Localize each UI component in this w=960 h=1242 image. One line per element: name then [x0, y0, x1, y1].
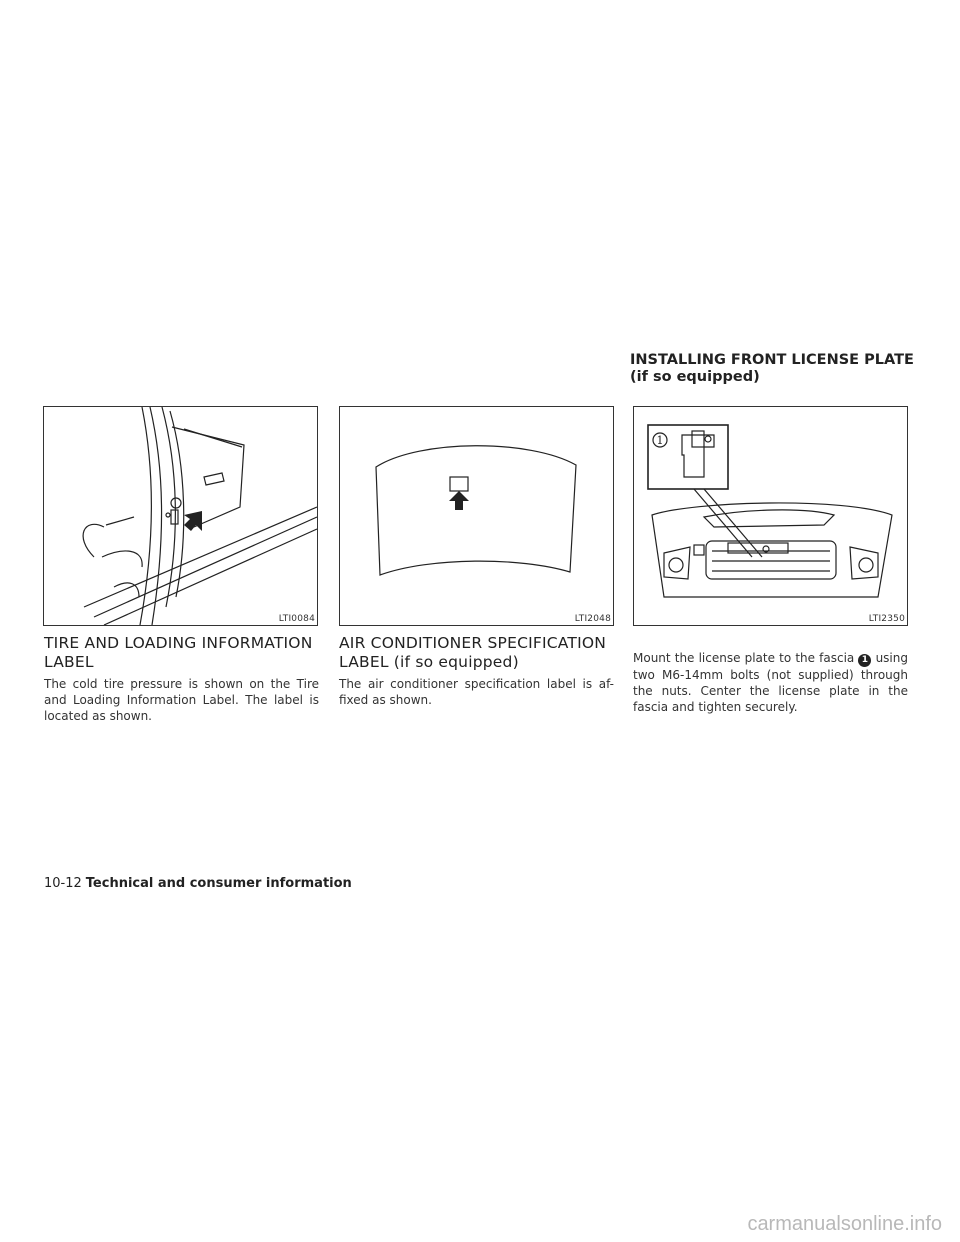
heading-line1: AIR CONDITIONER SPECIFICATION	[339, 634, 607, 652]
figure-code: LTI2048	[574, 614, 611, 624]
section-title-line2: (if so equipped)	[630, 369, 760, 385]
license-plate-body	[633, 650, 908, 716]
section-title-line1: INSTALLING FRONT LICENSE PLATE	[630, 352, 914, 368]
heading-line1: TIRE AND LOADING INFORMATION	[44, 634, 313, 652]
figure-tire-label	[43, 406, 318, 626]
page-footer	[44, 876, 352, 891]
body-after: using two M6-14mm bolts (not supplied) through the nuts. Center the license plate in the fascia and tighten securely.	[633, 651, 908, 715]
body-before: Mount the license plate to the fascia	[633, 651, 855, 665]
callout-1-icon: 1	[858, 654, 871, 667]
section-title	[630, 352, 930, 386]
door-pillar-illustration	[44, 407, 317, 625]
figure-code: LTI0084	[278, 614, 315, 624]
figure-license-plate	[633, 406, 908, 626]
ac-label-body: The air conditioner specification label is af-fixed as shown.	[339, 677, 614, 708]
hood-illustration	[340, 407, 613, 625]
tire-label-body: The cold tire pressure is shown on the Tire and Loading Information Label. The label is located as shown.	[44, 677, 319, 724]
arrow-up-icon	[449, 491, 469, 510]
figure-code: LTI2350	[868, 614, 905, 624]
ac-label-heading	[339, 634, 619, 672]
figure-ac-label	[339, 406, 614, 626]
tire-label-heading	[44, 634, 324, 672]
watermark: carmanualsonline.info	[747, 1213, 942, 1235]
heading-line2: LABEL	[44, 653, 94, 671]
front-fascia-illustration	[634, 407, 907, 625]
heading-line2: LABEL (if so equipped)	[339, 653, 519, 671]
chapter-title: Technical and consumer information	[85, 876, 352, 891]
page-number: 10-12	[44, 876, 82, 891]
callout-label: 1	[656, 434, 664, 447]
